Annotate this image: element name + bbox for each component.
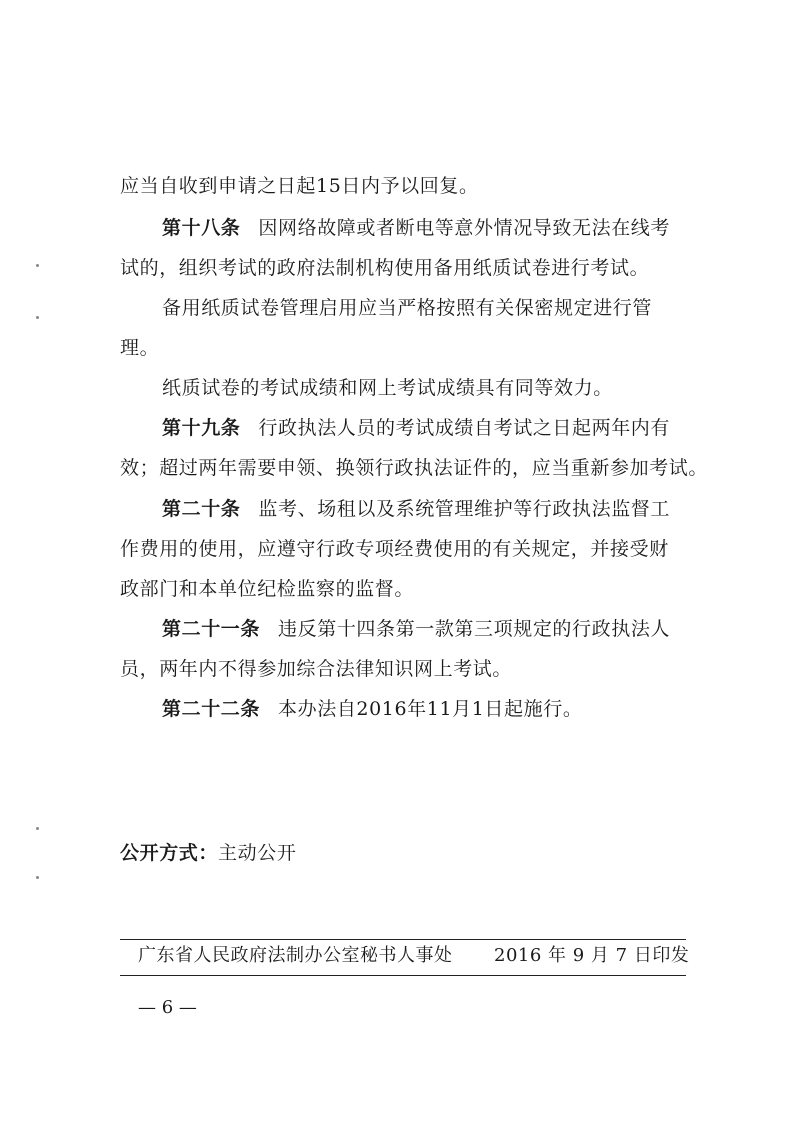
text-line-content: 违反第十四条第一款第三项规定的行政执法人 — [278, 618, 671, 640]
paragraph-line — [120, 335, 690, 361]
article-21-line-1 — [162, 616, 732, 642]
footer-issuer: 广东省人民政府法制办公室秘书人事处 — [138, 945, 453, 966]
article-heading: 第二十二条 — [162, 698, 261, 720]
text-line — [120, 173, 690, 199]
disclosure-line — [120, 840, 690, 866]
disclosure-value: 主动公开 — [218, 842, 297, 864]
article-18-line-2 — [120, 255, 690, 281]
scan-speck — [36, 316, 39, 319]
scan-speck — [36, 827, 39, 830]
article-heading: 第十九条 — [162, 417, 241, 439]
article-18-line-1 — [162, 215, 732, 241]
text-line-content: 备用纸质试卷管理启用应当严格按照有关保密规定进行管 — [162, 297, 653, 319]
article-22-line-1 — [162, 696, 732, 722]
text-line-content: 理。 — [120, 337, 160, 359]
text-line-content: 政部门和本单位纪检监察的监督。 — [120, 578, 415, 600]
article-heading: 第二十一条 — [162, 618, 261, 640]
text-line-content: 行政执法人员的考试成绩自考试之日起两年内有 — [258, 417, 671, 439]
text-line-content: 监考、场租以及系统管理维护等行政执法监督工 — [258, 498, 671, 520]
paragraph-line — [162, 375, 732, 401]
article-heading: 第十八条 — [162, 217, 241, 239]
paragraph-line — [162, 295, 732, 321]
scan-speck — [36, 264, 39, 267]
text-line-content: 作费用的使用，应遵守行政专项经费使用的有关规定，并接受财 — [120, 538, 669, 560]
disclosure-label: 公开方式： — [120, 842, 219, 864]
article-21-line-2 — [120, 656, 690, 682]
text-line-content: 员，两年内不得参加综合法律知识网上考试。 — [120, 658, 513, 680]
footer-bottom-rule — [120, 975, 686, 976]
text-line-content: 纸质试卷的考试成绩和网上考试成绩具有同等效力。 — [162, 377, 613, 399]
footer-print-date: 2016 年 9 月 7 日印发 — [494, 945, 690, 966]
text-line-content: 因网络故障或者断电等意外情况导致无法在线考 — [258, 217, 671, 239]
article-20-line-2 — [120, 536, 690, 562]
text-line-content: 试的，组织考试的政府法制机构使用备用纸质试卷进行考试。 — [120, 257, 650, 279]
article-19-line-2 — [120, 455, 709, 481]
article-20-line-1 — [162, 496, 732, 522]
text-line-content: 本办法自2016年11月1日起施行。 — [278, 698, 583, 720]
text-line-content: 应当自收到申请之日起15日内予以回复。 — [120, 175, 479, 197]
footer-top-rule — [120, 939, 686, 940]
page-number: — 6 — — [138, 997, 197, 1018]
text-line-content: 效；超过两年需要申领、换领行政执法证件的，应当重新参加考试。 — [120, 457, 709, 479]
article-19-line-1 — [162, 415, 732, 441]
article-20-line-3 — [120, 576, 690, 602]
article-heading: 第二十条 — [162, 498, 241, 520]
scan-speck — [36, 876, 39, 879]
